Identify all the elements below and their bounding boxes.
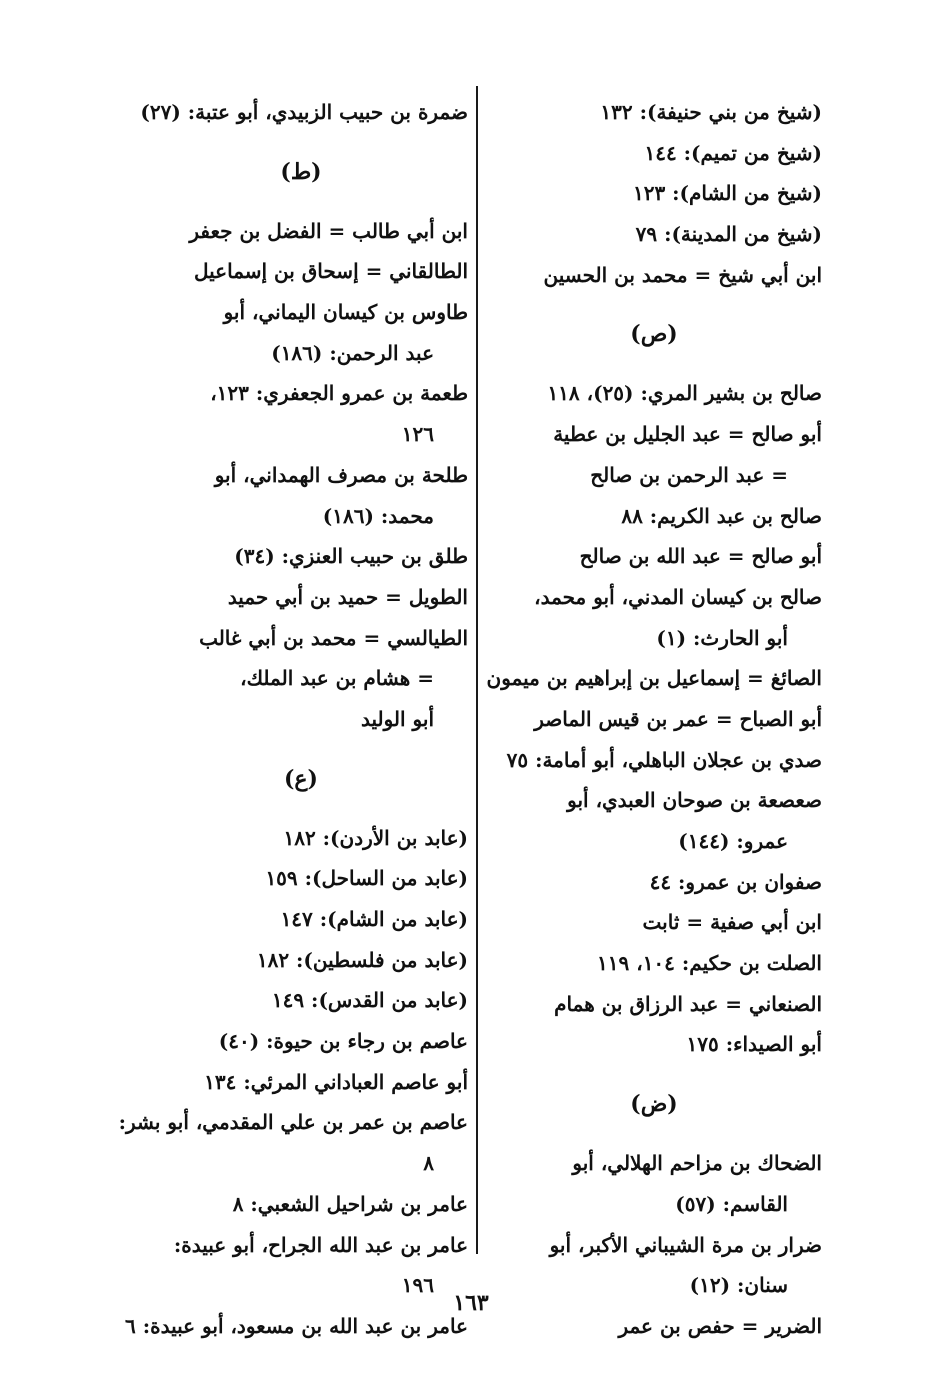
index-entry: صفوان بن عمرو: ٤٤ [649,869,822,894]
index-entry-continuation: سنان: (١٢) [689,1273,788,1298]
index-entry: عاصم بن عمر بن علي المقدمي، أبو بشر: [118,1110,468,1135]
index-column-right [486,92,822,1347]
letter-section-heading: (ع) [284,765,318,792]
index-entry-continuation: ٨ [423,1151,434,1176]
index-entry-continuation: القاسم: (٥٧) [675,1191,788,1216]
index-entry: ابن أبي شيخ = محمد بن الحسين [543,262,822,287]
letter-section-heading: (ص) [630,321,678,348]
index-entry: طعمة بن عمرو الجعفري: ١٢٣، [210,381,468,406]
index-entry-continuation: = هشام بن عبد الملك، [240,666,434,691]
index-entry-continuation: أبو الحارث: (١) [656,625,788,650]
index-entry: (عابد من الشام): ١٤٧ [280,907,468,931]
index-entry: ابن أبي طالب = الفضل بن جعفر [189,218,468,243]
index-entry-continuation: ١٩٦ [401,1273,434,1298]
index-entry: طاوس بن كيسان اليماني، أبو [223,300,468,325]
index-entry-continuation: عمرو: (١٤٤) [678,829,788,853]
index-entry: صدي بن عجلان الباهلي، أبو أمامة: ٧٥ [506,747,822,772]
index-entry: أبو الصباح = عمر بن قيس الماصر [534,706,822,731]
index-entry: صالح بن عبد الكريم: ٨٨ [621,503,822,528]
index-entry: عامر بن عبد الله بن مسعود، أبو عبيدة: ٦ [125,1313,468,1338]
index-entry: (شيخ من المدينة): ٧٩ [635,222,822,247]
index-entry-continuation: عبد الرحمن: (١٨٦) [271,340,434,365]
index-entry: ابن أبي صفية = ثابت [642,910,822,935]
index-entry-continuation: أبو الوليد [360,706,434,731]
index-entry: طلق بن حبيب العنزي: (٣٤) [234,544,468,569]
index-entry: ضرار بن مرة الشيباني الأكبر، أبو [549,1232,822,1257]
letter-section-heading: (ط) [280,158,322,185]
index-entry: أبو عاصم العباداني المرئي: ١٣٤ [204,1069,468,1094]
index-entry: (شيخ من الشام): ١٢٣ [632,181,822,206]
index-entry: الطالقاني = إسحاق بن إسماعيل [193,259,468,284]
index-entry: الضرير = حفص بن عمر [618,1313,822,1338]
index-entry: (عابد من فلسطين): ١٨٢ [256,947,468,972]
index-entry: الصلت بن حكيم: ١٠٤، ١١٩ [597,951,822,976]
index-entry: طلحة بن مصرف الهمداني، أبو [214,462,468,487]
column-divider [476,86,478,1254]
index-entry: الطيالسي = محمد بن أبي غالب [199,625,468,650]
index-entry: الصنعاني = عبد الرزاق بن همام [554,991,822,1016]
index-entry: أبو الصيداء: ١٧٥ [686,1032,822,1057]
index-entry: عامر بن شراحيل الشعبي: ٨ [232,1191,468,1216]
index-entry: عاصم بن رجاء بن حيوة: (٤٠) [218,1029,468,1054]
index-entry-continuation: = عبد الرحمن بن صالح [590,462,788,487]
index-entry: (عابد من القدس): ١٤٩ [271,988,468,1013]
page-number: ١٦٣ [453,1290,489,1316]
index-entry: صعصعة بن صوحان العبدي، أبو [567,788,822,813]
letter-section-heading: (ض) [630,1091,678,1118]
index-entry: أبو صالح = عبد الله بن صالح [579,544,822,569]
index-entry: (عابد من الساحل): ١٥٩ [265,866,468,891]
index-entry: (عابد بن الأردن): ١٨٢ [283,825,468,850]
index-entry: ضمرة بن حبيب الزبيدي، أبو عتبة: (٢٧) [140,100,468,124]
index-entry: صالح بن بشير المري: (٢٥)، ١١٨ [547,381,822,406]
index-entry-continuation: محمد: (١٨٦) [322,503,434,528]
index-entry: عامر بن عبد الله الجراح، أبو عبيدة: [173,1232,468,1257]
index-entry: (شيخ من تميم): ١٤٤ [644,140,822,165]
index-entry: أبو صالح = عبد الجليل بن عطية [553,422,822,447]
index-entry: الضحاك بن مزاحم الهلالي، أبو [572,1151,822,1176]
index-entry: الصائغ = إسماعيل بن إبراهيم بن ميمون [486,666,822,691]
index-entry-continuation: ١٢٦ [401,422,434,447]
index-column-left [118,92,468,1347]
index-entry: الطويل = حميد بن أبي حميد [227,584,468,609]
index-entry: صالح بن كيسان المدني، أبو محمد، [534,584,822,609]
index-entry: (شيخ من بني حنيفة): ١٣٢ [600,100,822,124]
